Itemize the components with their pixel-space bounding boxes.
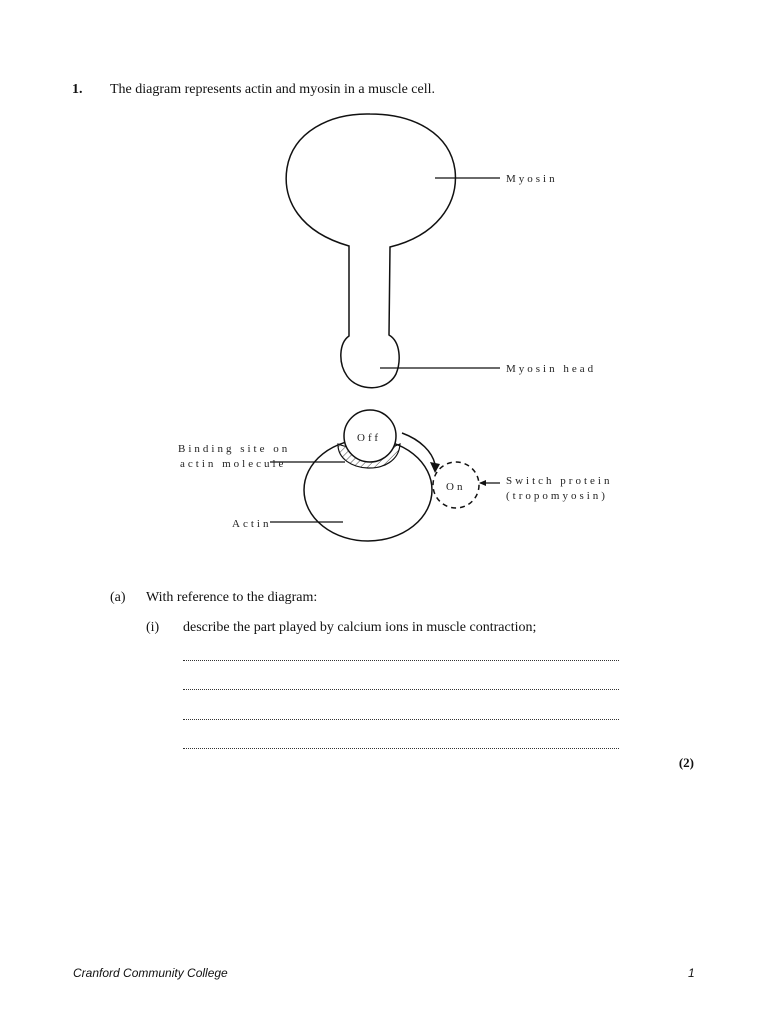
myosin-shape: [286, 114, 455, 388]
part-a-i-text: describe the part played by calcium ions in muscle contraction;: [183, 620, 537, 635]
answer-line[interactable]: [183, 689, 619, 690]
switch-leader-arrow: [479, 480, 486, 486]
footer-school-name: Cranford Community College: [73, 966, 228, 980]
part-a-label: (a): [110, 590, 126, 605]
answer-line[interactable]: [183, 660, 619, 661]
footer-page-number: 1: [688, 966, 695, 980]
on-label: On: [446, 481, 466, 493]
question-stem: The diagram represents actin and myosin in a muscle cell.: [110, 82, 436, 97]
off-label: Off: [357, 432, 382, 444]
question-number: 1.: [72, 82, 83, 97]
part-a-i-label: (i): [146, 620, 160, 635]
binding-site-label-line2: actin molecule: [180, 458, 287, 470]
binding-site-label-line1: Binding site on: [178, 443, 291, 455]
answer-line[interactable]: [183, 748, 619, 749]
switch-protein-label-line1: Switch protein: [506, 475, 613, 487]
myosin-head-label: Myosin head: [506, 363, 597, 375]
actin-label: Actin: [232, 518, 272, 530]
part-a-text: With reference to the diagram:: [146, 590, 318, 605]
marks-allocation: (2): [678, 755, 694, 770]
answer-line[interactable]: [183, 719, 619, 720]
myosin-label: Myosin: [506, 173, 558, 185]
switch-protein-label-line2: (tropomyosin): [506, 490, 608, 502]
